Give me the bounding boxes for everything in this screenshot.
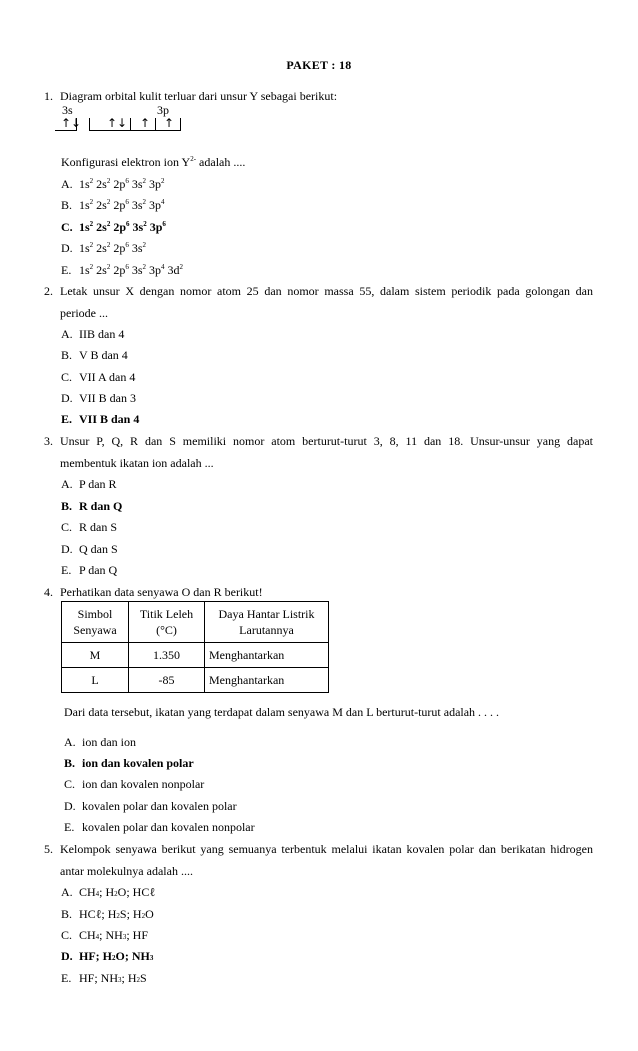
option-text: ion dan ion: [82, 735, 136, 749]
option-text: V B dan 4: [79, 348, 128, 362]
q1-option-c: [61, 220, 166, 234]
q2-text-line2: periode ...: [60, 306, 108, 320]
q4-prompt: Dari data tersebut, ikatan yang terdapat dalam senyawa M dan L berturut-turut adalah . . . .: [64, 705, 500, 719]
q2-option-d: [61, 391, 136, 405]
option-letter: A.: [61, 177, 73, 191]
option-letter: E.: [61, 263, 72, 277]
option-text: HCℓ; $H_2S$; $H_2O$: [79, 907, 154, 921]
q4-option-e: [64, 820, 255, 834]
q1-option-d: [61, 241, 146, 255]
table-header-row: [62, 602, 329, 643]
orbital-label-3p: 3p: [157, 103, 169, 117]
option-letter: C.: [61, 220, 73, 234]
cell-titik-leleh: 1.350: [129, 643, 205, 668]
option-letter: E.: [64, 820, 75, 834]
option-text: $1s^2$ $2s^2$ $2p^6$ $3s^2$ $3p^4$: [79, 198, 165, 212]
q1-option-a: [61, 177, 165, 191]
option-letter: E.: [61, 563, 72, 577]
q3-text-line1: Unsur P, Q, R dan S memiliki nomor atom berturut-turut 3, 8, 11 dan 18. Unsur-unsur yang dapat: [60, 434, 593, 448]
q3-option-c: [61, 520, 117, 534]
orbital-3p2-electron: ↑: [140, 116, 151, 130]
q3-option-b: [61, 499, 122, 513]
option-letter: A.: [61, 885, 73, 899]
orbital-divider: [130, 118, 131, 130]
option-text: $CH_4$; $H_2O$; HCℓ: [79, 885, 156, 899]
option-letter: E.: [61, 412, 73, 426]
option-text: R dan S: [79, 520, 118, 534]
q5-text-line1: Kelompok senyawa berikut yang semuanya terbentuk melalui ikatan kovalen polar dan berikatan hidrogen: [60, 842, 593, 856]
orbital-label-3s: 3s: [62, 103, 73, 117]
q3-text-line2: membentuk ikatan ion adalah ...: [60, 456, 214, 470]
option-letter: D.: [61, 542, 73, 556]
option-letter: B.: [61, 198, 73, 212]
q1-text: Diagram orbital kulit terluar dari unsur Y sebagai berikut:: [60, 89, 338, 103]
q4-text: Perhatikan data senyawa O dan R berikut!: [60, 585, 263, 599]
q1-prompt: Konfigurasi elektron ion $Y^{2-}$ adalah ....: [61, 155, 246, 169]
option-letter: C.: [64, 777, 76, 791]
orbital-divider: [155, 118, 156, 130]
option-text: $1s^2$ $2s^2$ $2p^6$ $3s^2$ $3p^4$ $3d^2$: [79, 263, 184, 277]
q3-option-e: [61, 563, 117, 577]
option-letter: E.: [61, 971, 72, 985]
option-text: VII A dan 4: [79, 370, 136, 384]
option-text: R dan Q: [79, 499, 123, 513]
option-text: $1s^2$ $2s^2$ $2p^6$ $3s^2$ $3p^2$: [79, 177, 165, 191]
option-text: kovalen polar dan kovalen polar: [82, 799, 237, 813]
option-text: $1s^2$ $2s^2$ $2p^6$ $3s^2$ $3p^6$: [79, 220, 166, 234]
option-text: IIB dan 4: [79, 327, 125, 341]
option-text: VII B dan 4: [79, 412, 140, 426]
option-text: ion dan kovalen nonpolar: [82, 777, 205, 791]
cell-daya-hantar: Menghantarkan: [205, 643, 329, 668]
table-row: [62, 668, 329, 693]
option-text: Q dan S: [79, 542, 118, 556]
table-row: [62, 643, 329, 668]
option-letter: D.: [61, 241, 73, 255]
q4-option-b: [64, 756, 194, 770]
orbital-3s-electrons: ↑↓: [61, 116, 82, 130]
option-letter: C.: [61, 928, 73, 942]
option-letter: D.: [61, 949, 73, 963]
q3-option-a: [61, 477, 117, 491]
page-title: PAKET : 18: [286, 58, 352, 72]
compound-data-table: [61, 601, 329, 693]
option-text: VII B dan 3: [79, 391, 136, 405]
q2-number: 2.: [44, 284, 53, 298]
q2-option-c: [61, 370, 135, 384]
option-text: P dan R: [79, 477, 117, 491]
option-letter: D.: [64, 799, 76, 813]
q5-option-c: [61, 928, 148, 942]
q5-option-b: [61, 907, 154, 921]
option-text: P dan Q: [79, 563, 118, 577]
q2-option-e: [61, 412, 139, 426]
cell-daya-hantar: Menghantarkan: [205, 668, 329, 693]
header-titik-leleh: Titik Leleh (°C): [129, 602, 205, 643]
q1-option-e: [61, 263, 183, 277]
option-text: HF; $H_2O$; $NH_3$: [79, 949, 154, 963]
q2-option-b: [61, 348, 128, 362]
option-letter: A.: [64, 735, 76, 749]
q3-number: 3.: [44, 434, 53, 448]
orbital-3p3-electron: ↑: [164, 116, 175, 130]
q1-number: 1.: [44, 89, 53, 103]
orbital-3p1-electrons: ↑↓: [107, 116, 128, 130]
option-letter: B.: [61, 907, 73, 921]
option-letter: A.: [61, 327, 73, 341]
q4-number: 4.: [44, 585, 53, 599]
option-letter: B.: [64, 756, 76, 770]
option-letter: C.: [61, 370, 73, 384]
q4-option-c: [64, 777, 204, 791]
option-letter: B.: [61, 348, 73, 362]
q5-option-e: [61, 971, 147, 985]
q5-option-d: [61, 949, 153, 963]
q3-option-d: [61, 542, 118, 556]
option-letter: A.: [61, 477, 73, 491]
cell-simbol: M: [62, 643, 129, 668]
option-text: kovalen polar dan kovalen nonpolar: [82, 820, 255, 834]
option-letter: B.: [61, 499, 73, 513]
option-text: $1s^2$ $2s^2$ $2p^6$ $3s^2$: [79, 241, 147, 255]
option-text: ion dan kovalen polar: [82, 756, 194, 770]
header-simbol: Simbol Senyawa: [62, 602, 129, 643]
q5-text-line2: antar molekulnya adalah ....: [60, 864, 193, 878]
q1-option-b: [61, 198, 165, 212]
cell-titik-leleh: -85: [129, 668, 205, 693]
option-letter: D.: [61, 391, 73, 405]
q5-number: 5.: [44, 842, 53, 856]
cell-simbol: L: [62, 668, 129, 693]
q4-option-a: [64, 735, 136, 749]
q2-text-line1: Letak unsur X dengan nomor atom 25 dan nomor massa 55, dalam sistem periodik pada golongan dan: [60, 284, 593, 298]
q5-option-a: [61, 885, 155, 899]
q2-option-a: [61, 327, 124, 341]
header-daya-hantar: Daya Hantar Listrik Larutannya: [205, 602, 329, 643]
q4-option-d: [64, 799, 237, 813]
option-text: HF; $NH_3$; $H_2S$: [79, 971, 147, 985]
option-text: $CH_4$; $NH_3$; HF: [79, 928, 149, 942]
option-letter: C.: [61, 520, 73, 534]
